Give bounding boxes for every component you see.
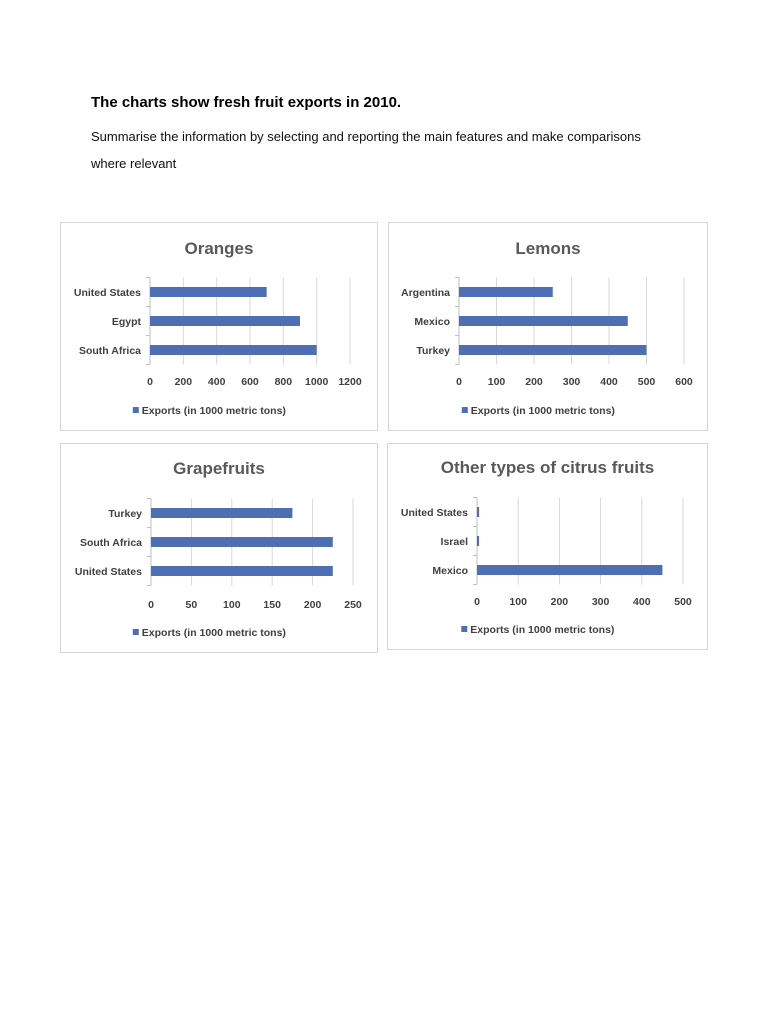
- x-tick-label: 50: [185, 599, 198, 611]
- chart-oranges: [61, 223, 377, 430]
- x-tick-label: 500: [637, 376, 656, 388]
- x-tick-label: 200: [303, 599, 322, 611]
- x-tick-label: 800: [274, 376, 293, 388]
- chart-title: Lemons: [515, 239, 581, 258]
- category-label: Egypt: [111, 316, 141, 328]
- legend-swatch: [133, 407, 139, 413]
- bar: [459, 316, 628, 326]
- x-tick-label: 600: [241, 376, 259, 388]
- category-label: Turkey: [416, 345, 450, 357]
- x-tick-label: 100: [509, 596, 527, 608]
- category-label: Argentina: [400, 287, 450, 299]
- chart-lemons: [389, 223, 707, 430]
- bar: [150, 316, 300, 326]
- legend-swatch: [462, 407, 468, 413]
- category-label: United States: [74, 566, 142, 578]
- bar: [477, 507, 479, 517]
- bar: [477, 565, 662, 575]
- chart-panel-grapefruits: [60, 443, 378, 653]
- category-label: Mexico: [414, 316, 450, 328]
- chart-panel-lemons: [388, 222, 708, 431]
- bar: [150, 345, 317, 355]
- x-tick-label: 0: [456, 376, 462, 388]
- bar: [151, 508, 292, 518]
- legend-label: Exports (in 1000 metric tons): [141, 405, 286, 417]
- x-tick-label: 100: [487, 376, 506, 388]
- legend-label: Exports (in 1000 metric tons): [470, 624, 615, 636]
- category-label: United States: [400, 507, 468, 519]
- x-tick-label: 200: [174, 376, 193, 388]
- chart-panel-oranges: [60, 222, 378, 431]
- x-tick-label: 100: [223, 599, 241, 611]
- x-tick-label: 400: [207, 376, 226, 388]
- bar: [150, 287, 267, 297]
- bar: [151, 566, 333, 576]
- category-label: Mexico: [432, 565, 468, 577]
- x-tick-label: 200: [525, 376, 543, 388]
- category-label: South Africa: [79, 537, 142, 549]
- x-tick-label: 150: [263, 599, 281, 611]
- legend-swatch: [133, 629, 139, 635]
- bar: [459, 287, 553, 297]
- chart-title: Grapefruits: [173, 459, 265, 478]
- legend-label: Exports (in 1000 metric tons): [141, 627, 286, 639]
- instruction-line-2: where relevant: [91, 156, 177, 171]
- chart-grapefruits: [61, 444, 377, 652]
- x-tick-label: 300: [591, 596, 610, 608]
- x-tick-label: 250: [344, 599, 362, 611]
- category-label: Israel: [440, 536, 468, 548]
- x-tick-label: 0: [147, 376, 153, 388]
- bar: [459, 345, 647, 355]
- x-tick-label: 0: [474, 596, 480, 608]
- bar: [151, 537, 333, 547]
- x-tick-label: 600: [675, 376, 693, 388]
- bar: [477, 536, 479, 546]
- instruction-line-1: Summarise the information by selecting and reporting the main features and make comparisons: [91, 129, 641, 144]
- chart-other-citrus: [388, 444, 707, 649]
- chart-title: Other types of citrus fruits: [440, 458, 655, 477]
- task-heading: The charts show fresh fruit exports in 2010.: [91, 94, 402, 111]
- chart-panel-other-citrus: [387, 443, 708, 650]
- x-tick-label: 400: [600, 376, 618, 388]
- x-tick-label: 300: [562, 376, 581, 388]
- category-label: Turkey: [108, 508, 142, 520]
- chart-title: Oranges: [184, 239, 254, 258]
- category-label: South Africa: [78, 345, 141, 357]
- x-tick-label: 500: [674, 596, 692, 608]
- legend-label: Exports (in 1000 metric tons): [470, 405, 615, 417]
- category-label: United States: [73, 287, 141, 299]
- legend-swatch: [461, 626, 467, 632]
- x-tick-label: 1000: [304, 376, 329, 388]
- x-tick-label: 200: [550, 596, 569, 608]
- x-tick-label: 0: [148, 599, 154, 611]
- x-tick-label: 400: [633, 596, 651, 608]
- x-tick-label: 1200: [338, 376, 362, 388]
